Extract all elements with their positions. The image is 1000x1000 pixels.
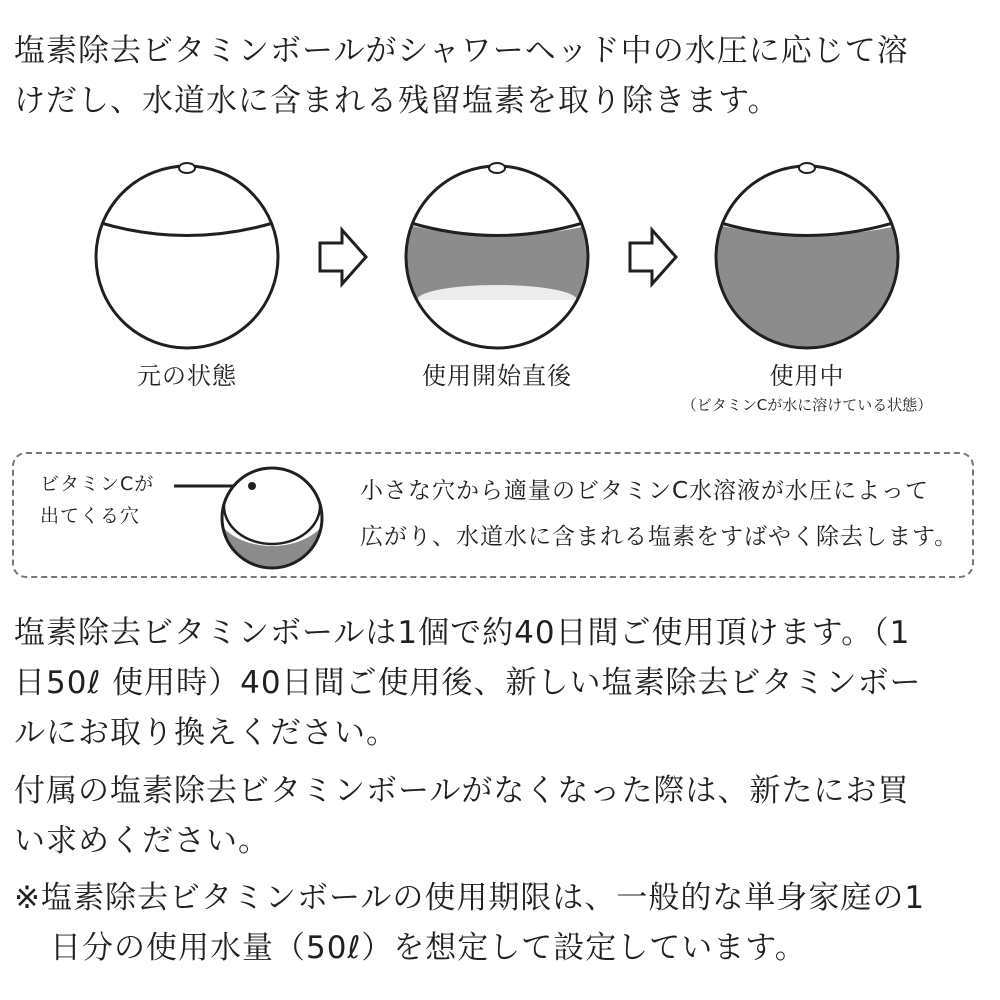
ball-hole-detail	[164, 462, 334, 572]
intro-line-2: けだし、水道水に含まれる残留塩素を取り除きます。	[14, 83, 780, 119]
stage-label-after-start: 使用開始直後	[422, 362, 572, 390]
repurchase-line-1: 付属の塩素除去ビタミンボールがなくなった際は、新たにお買	[14, 773, 910, 809]
hole-icon	[799, 163, 815, 173]
usage-period-line-3: ルにお取り換えください。	[14, 715, 398, 751]
usage-period-text	[14, 608, 989, 758]
stage-label-in-use: 使用中	[769, 362, 845, 390]
arrow-right-icon	[630, 230, 676, 284]
note-line-1: ※塩素除去ビタミンボールの使用期限は、一般的な単身家庭の1	[14, 880, 926, 916]
note-text	[14, 873, 989, 973]
hole-icon	[489, 163, 505, 173]
ball-in-use	[710, 160, 910, 360]
arrow-right-icon	[320, 230, 366, 284]
hole-icon	[179, 163, 195, 173]
hole-icon	[248, 482, 256, 490]
note-line-2: 日分の使用水量（50ℓ）を想定して設定しています。	[50, 930, 807, 966]
repurchase-text	[14, 766, 989, 866]
hole-label	[40, 468, 154, 532]
ball-after-start	[400, 160, 600, 360]
stage-sublabel-in-use: （ビタミンCが水に溶けている状態）	[681, 396, 933, 414]
intro-line-1: 塩素除去ビタミンボールがシャワーヘッド中の水圧に応じて溶	[14, 33, 909, 69]
info-description-line-2: 広がり、水道水に含まれる塩素をすばやく除去します。	[360, 524, 959, 550]
hole-label-line-1: ビタミンCが	[40, 473, 155, 495]
repurchase-line-2: い求めください。	[14, 823, 270, 859]
info-box	[12, 452, 974, 578]
ball-original	[96, 163, 278, 348]
stage-label-original: 元の状態	[137, 362, 237, 390]
intro-text	[14, 26, 989, 126]
usage-period-line-1: 塩素除去ビタミンボールは1個で約40日間ご使用頂けます。（1	[14, 615, 911, 651]
usage-period-line-2: 日50ℓ 使用時）40日間ご使用後、新しい塩素除去ビタミンボー	[14, 665, 922, 701]
info-description-line-1: 小さな穴から適量のビタミンC水溶液が水圧によって	[360, 478, 930, 504]
hole-label-line-2: 出てくる穴	[40, 505, 141, 527]
info-description	[360, 468, 958, 560]
